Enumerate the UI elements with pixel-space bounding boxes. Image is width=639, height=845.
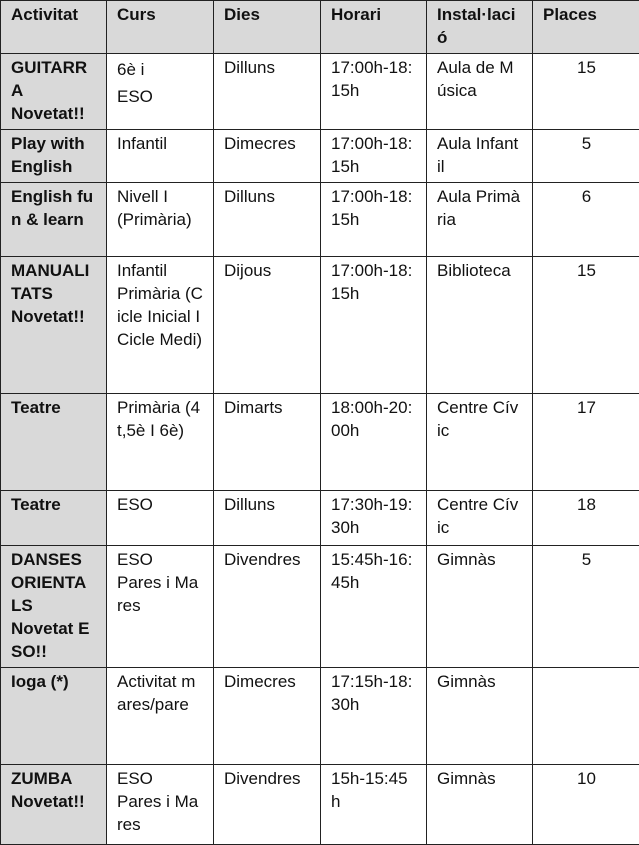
cell-horari: 17:15h-18:30h [321, 668, 427, 765]
table-row [1, 491, 639, 546]
cell-curs: Infantil [107, 130, 214, 183]
cell-installacio: Aula Infantil [427, 130, 533, 183]
cell-curs: Primària (4t,5è I 6è) [107, 394, 214, 491]
cell-activitat: Play with English [1, 130, 107, 183]
cell-installacio: Gimnàs [427, 765, 533, 845]
header-horari: Horari [321, 1, 427, 54]
table-row [1, 54, 639, 130]
cell-dies: Dimarts [214, 394, 321, 491]
cell-places: 15 [533, 257, 639, 394]
cell-installacio: Centre Cívic [427, 394, 533, 491]
cell-activitat: Teatre [1, 394, 107, 491]
cell-dies: Dijous [214, 257, 321, 394]
cell-curs: ESO Pares i Mares [107, 765, 214, 845]
cell-activitat: ZUMBA Novetat!! [1, 765, 107, 845]
cell-places: 5 [533, 546, 639, 668]
cell-activitat: DANSES ORIENTALS Novetat ESO!! [1, 546, 107, 668]
table-row [1, 394, 639, 491]
cell-installacio: Gimnàs [427, 668, 533, 765]
table-row [1, 130, 639, 183]
cell-horari: 18:00h-20:00h [321, 394, 427, 491]
cell-places: 17 [533, 394, 639, 491]
table-row [1, 668, 639, 765]
table-row [1, 257, 639, 394]
table-row [1, 765, 639, 845]
cell-dies: Dilluns [214, 54, 321, 130]
cell-curs: ESO [107, 491, 214, 546]
cell-activitat: GUITARRA Novetat!! [1, 54, 107, 130]
table-row [1, 546, 639, 668]
cell-installacio: Gimnàs [427, 546, 533, 668]
header-places: Places [533, 1, 639, 54]
cell-curs: 6è i ESO [107, 54, 214, 130]
cell-curs: Infantil Primària (Cicle Inicial I Cicle Medi) [107, 257, 214, 394]
cell-installacio: Aula Primària [427, 183, 533, 257]
cell-horari: 17:00h-18:15h [321, 130, 427, 183]
header-activitat: Activitat [1, 1, 107, 54]
cell-places: 10 [533, 765, 639, 845]
cell-dies: Divendres [214, 765, 321, 845]
cell-places: 6 [533, 183, 639, 257]
cell-horari: 15h-15:45h [321, 765, 427, 845]
cell-installacio: Aula de Música [427, 54, 533, 130]
header-curs: Curs [107, 1, 214, 54]
cell-curs: Nivell I (Primària) [107, 183, 214, 257]
header-dies: Dies [214, 1, 321, 54]
cell-places: 18 [533, 491, 639, 546]
cell-curs: Activitat mares/pare [107, 668, 214, 765]
cell-horari: 15:45h-16:45h [321, 546, 427, 668]
cell-dies: Divendres [214, 546, 321, 668]
cell-horari: 17:00h-18:15h [321, 183, 427, 257]
cell-dies: Dimecres [214, 668, 321, 765]
table-row [1, 183, 639, 257]
cell-activitat: Ioga (*) [1, 668, 107, 765]
cell-activitat: English fun & learn [1, 183, 107, 257]
cell-places [533, 668, 639, 765]
cell-horari: 17:30h-19:30h [321, 491, 427, 546]
cell-curs: ESO Pares i Mares [107, 546, 214, 668]
cell-dies: Dimecres [214, 130, 321, 183]
cell-places: 15 [533, 54, 639, 130]
cell-horari: 17:00h-18:15h [321, 54, 427, 130]
cell-activitat: MANUALITATS Novetat!! [1, 257, 107, 394]
header-installacio: Instal·lació [427, 1, 533, 54]
header-row [1, 1, 639, 54]
cell-activitat: Teatre [1, 491, 107, 546]
cell-installacio: Biblioteca [427, 257, 533, 394]
cell-dies: Dilluns [214, 491, 321, 546]
cell-dies: Dilluns [214, 183, 321, 257]
cell-places: 5 [533, 130, 639, 183]
cell-installacio: Centre Cívic [427, 491, 533, 546]
cell-horari: 17:00h-18:15h [321, 257, 427, 394]
